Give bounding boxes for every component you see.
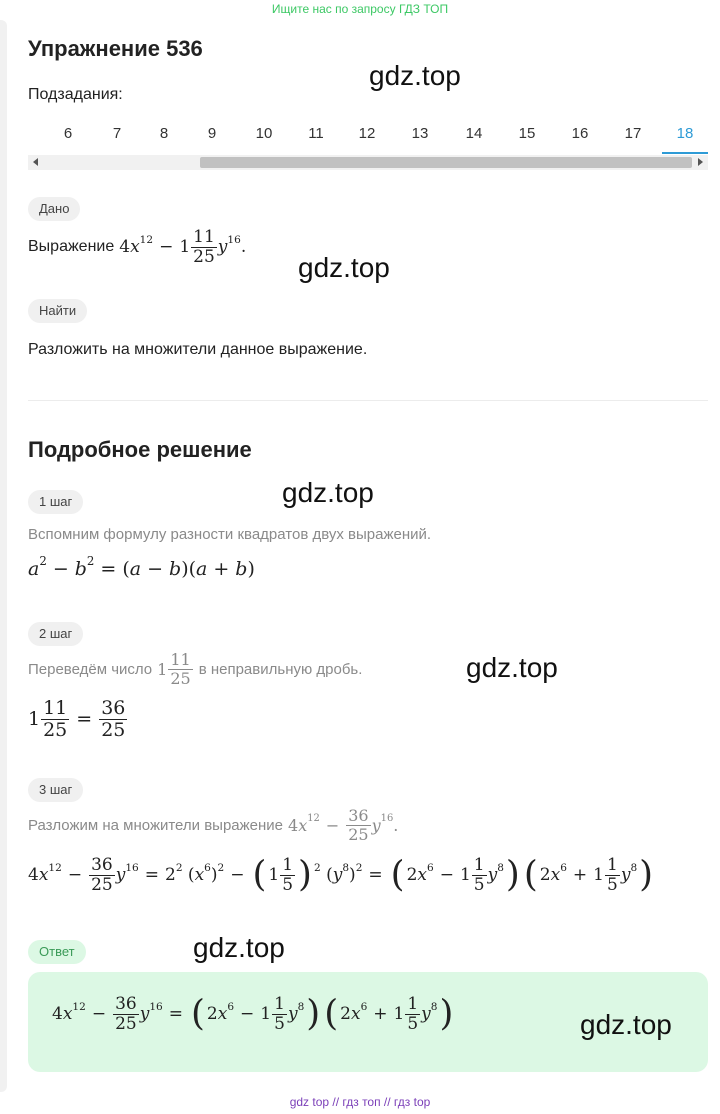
step-1-badge: 1 шаг <box>28 490 83 514</box>
tabs-scrollbar[interactable] <box>28 155 708 170</box>
find-badge: Найти <box>28 299 87 323</box>
tab-10[interactable]: 10 <box>255 125 273 142</box>
given-badge: Дано <box>28 197 80 221</box>
watermark: gdz.top <box>282 477 374 508</box>
step-2-text-before: Переведём число <box>28 660 153 678</box>
watermark: gdz.top <box>369 60 461 91</box>
active-tab-underline <box>662 152 708 154</box>
watermark: gdz.top <box>298 252 390 283</box>
scrollbar-thumb[interactable] <box>200 157 692 168</box>
subtask-tabs <box>40 120 708 154</box>
step-2-formula <box>28 698 128 741</box>
tab-17[interactable]: 17 <box>624 125 642 142</box>
tab-8[interactable]: 8 <box>159 125 169 142</box>
answer-expression: 4 x $^{12}$ − $\frac{36}{25}$ y $^{16}$ = ( 2 x $^6$ − 1 $\frac{1}{5}$ y $^8$ ) ( 2 x $^6$ + 1 $\frac{1}{5}$ y $^8$ ) <box>52 992 454 1034</box>
watermark: gdz.top <box>580 1009 672 1040</box>
factorization-derivation: 4 x $^{12}$ − $\frac{36}{25}$ y $^{16}$ = 2 $^2$ ( x $^6$ ) $^2$ − ( 1 $\frac{1}{5}$ ) $^2$ ( y $^8$ ) $^2$ = ( 2 x $^6$ − 1 $\frac{1}{5}$ y $^8$ ) ( 2 x $^6$ + 1 $\frac{1}{5}$ y $^8$ ) <box>28 853 654 895</box>
step-2-badge: 2 шаг <box>28 622 83 646</box>
tab-9[interactable]: 9 <box>207 125 217 142</box>
tab-6[interactable]: 6 <box>63 125 73 142</box>
answer-formula <box>52 992 455 1034</box>
step-3-formula <box>28 853 655 895</box>
tab-7[interactable]: 7 <box>112 125 122 142</box>
section-divider <box>28 400 708 401</box>
mixed-to-improper-fraction: 1 $\frac{11}{25}$ = $\frac{36}{25}$ <box>28 697 126 741</box>
tab-13[interactable]: 13 <box>411 125 429 142</box>
step-3-text <box>28 807 398 843</box>
left-rail <box>0 20 7 1092</box>
step-2-inline-number: 1 $\frac{11}{25}$ <box>157 650 191 688</box>
step-1-formula <box>28 554 255 581</box>
solution-heading: Подробное решение <box>28 437 252 462</box>
step-2-text-after: в неправильную дробь. <box>198 660 363 678</box>
step-1-text: Вспомним формулу разности квадратов двух выражений. <box>28 526 432 543</box>
watermark: gdz.top <box>193 932 285 963</box>
step-3-inline-expression: 4 x $^{12}$ − $\frac{36}{25}$ y $^{16}$ . <box>288 806 399 844</box>
step-3-text-label: Разложим на множители выражение <box>28 816 284 834</box>
tab-11[interactable]: 11 <box>308 125 324 142</box>
tab-12[interactable]: 12 <box>358 125 376 142</box>
step-2-text <box>28 651 362 687</box>
given-text: Выражение <box>28 238 115 256</box>
tab-15[interactable]: 15 <box>518 125 536 142</box>
scroll-left-arrow-icon[interactable] <box>33 158 38 166</box>
page-title: Упражнение 536 <box>28 36 203 61</box>
tab-18[interactable]: 18 <box>676 125 694 142</box>
footer-links[interactable]: gdz top // гдз топ // гдз top <box>289 1095 431 1109</box>
find-text: Разложить на множители данное выражение. <box>28 341 368 358</box>
answer-badge: Ответ <box>28 940 86 964</box>
given-statement <box>28 228 246 266</box>
tab-14[interactable]: 14 <box>465 125 483 142</box>
difference-of-squares-formula: a $^2$ − b $^2$ = ( a − b )( a + b ) <box>28 554 255 580</box>
search-hint-banner[interactable]: Ищите нас по запросу ГДЗ ТОП <box>271 2 449 16</box>
given-expression: 4 x $^{12}$ − 1 $\frac{11}{25}$ y $^{16}$ . <box>119 227 247 267</box>
subtasks-label: Подзадания: <box>28 86 123 103</box>
tab-16[interactable]: 16 <box>571 125 589 142</box>
scroll-right-arrow-icon[interactable] <box>698 158 703 166</box>
watermark: gdz.top <box>466 652 558 683</box>
step-3-badge: 3 шаг <box>28 778 83 802</box>
